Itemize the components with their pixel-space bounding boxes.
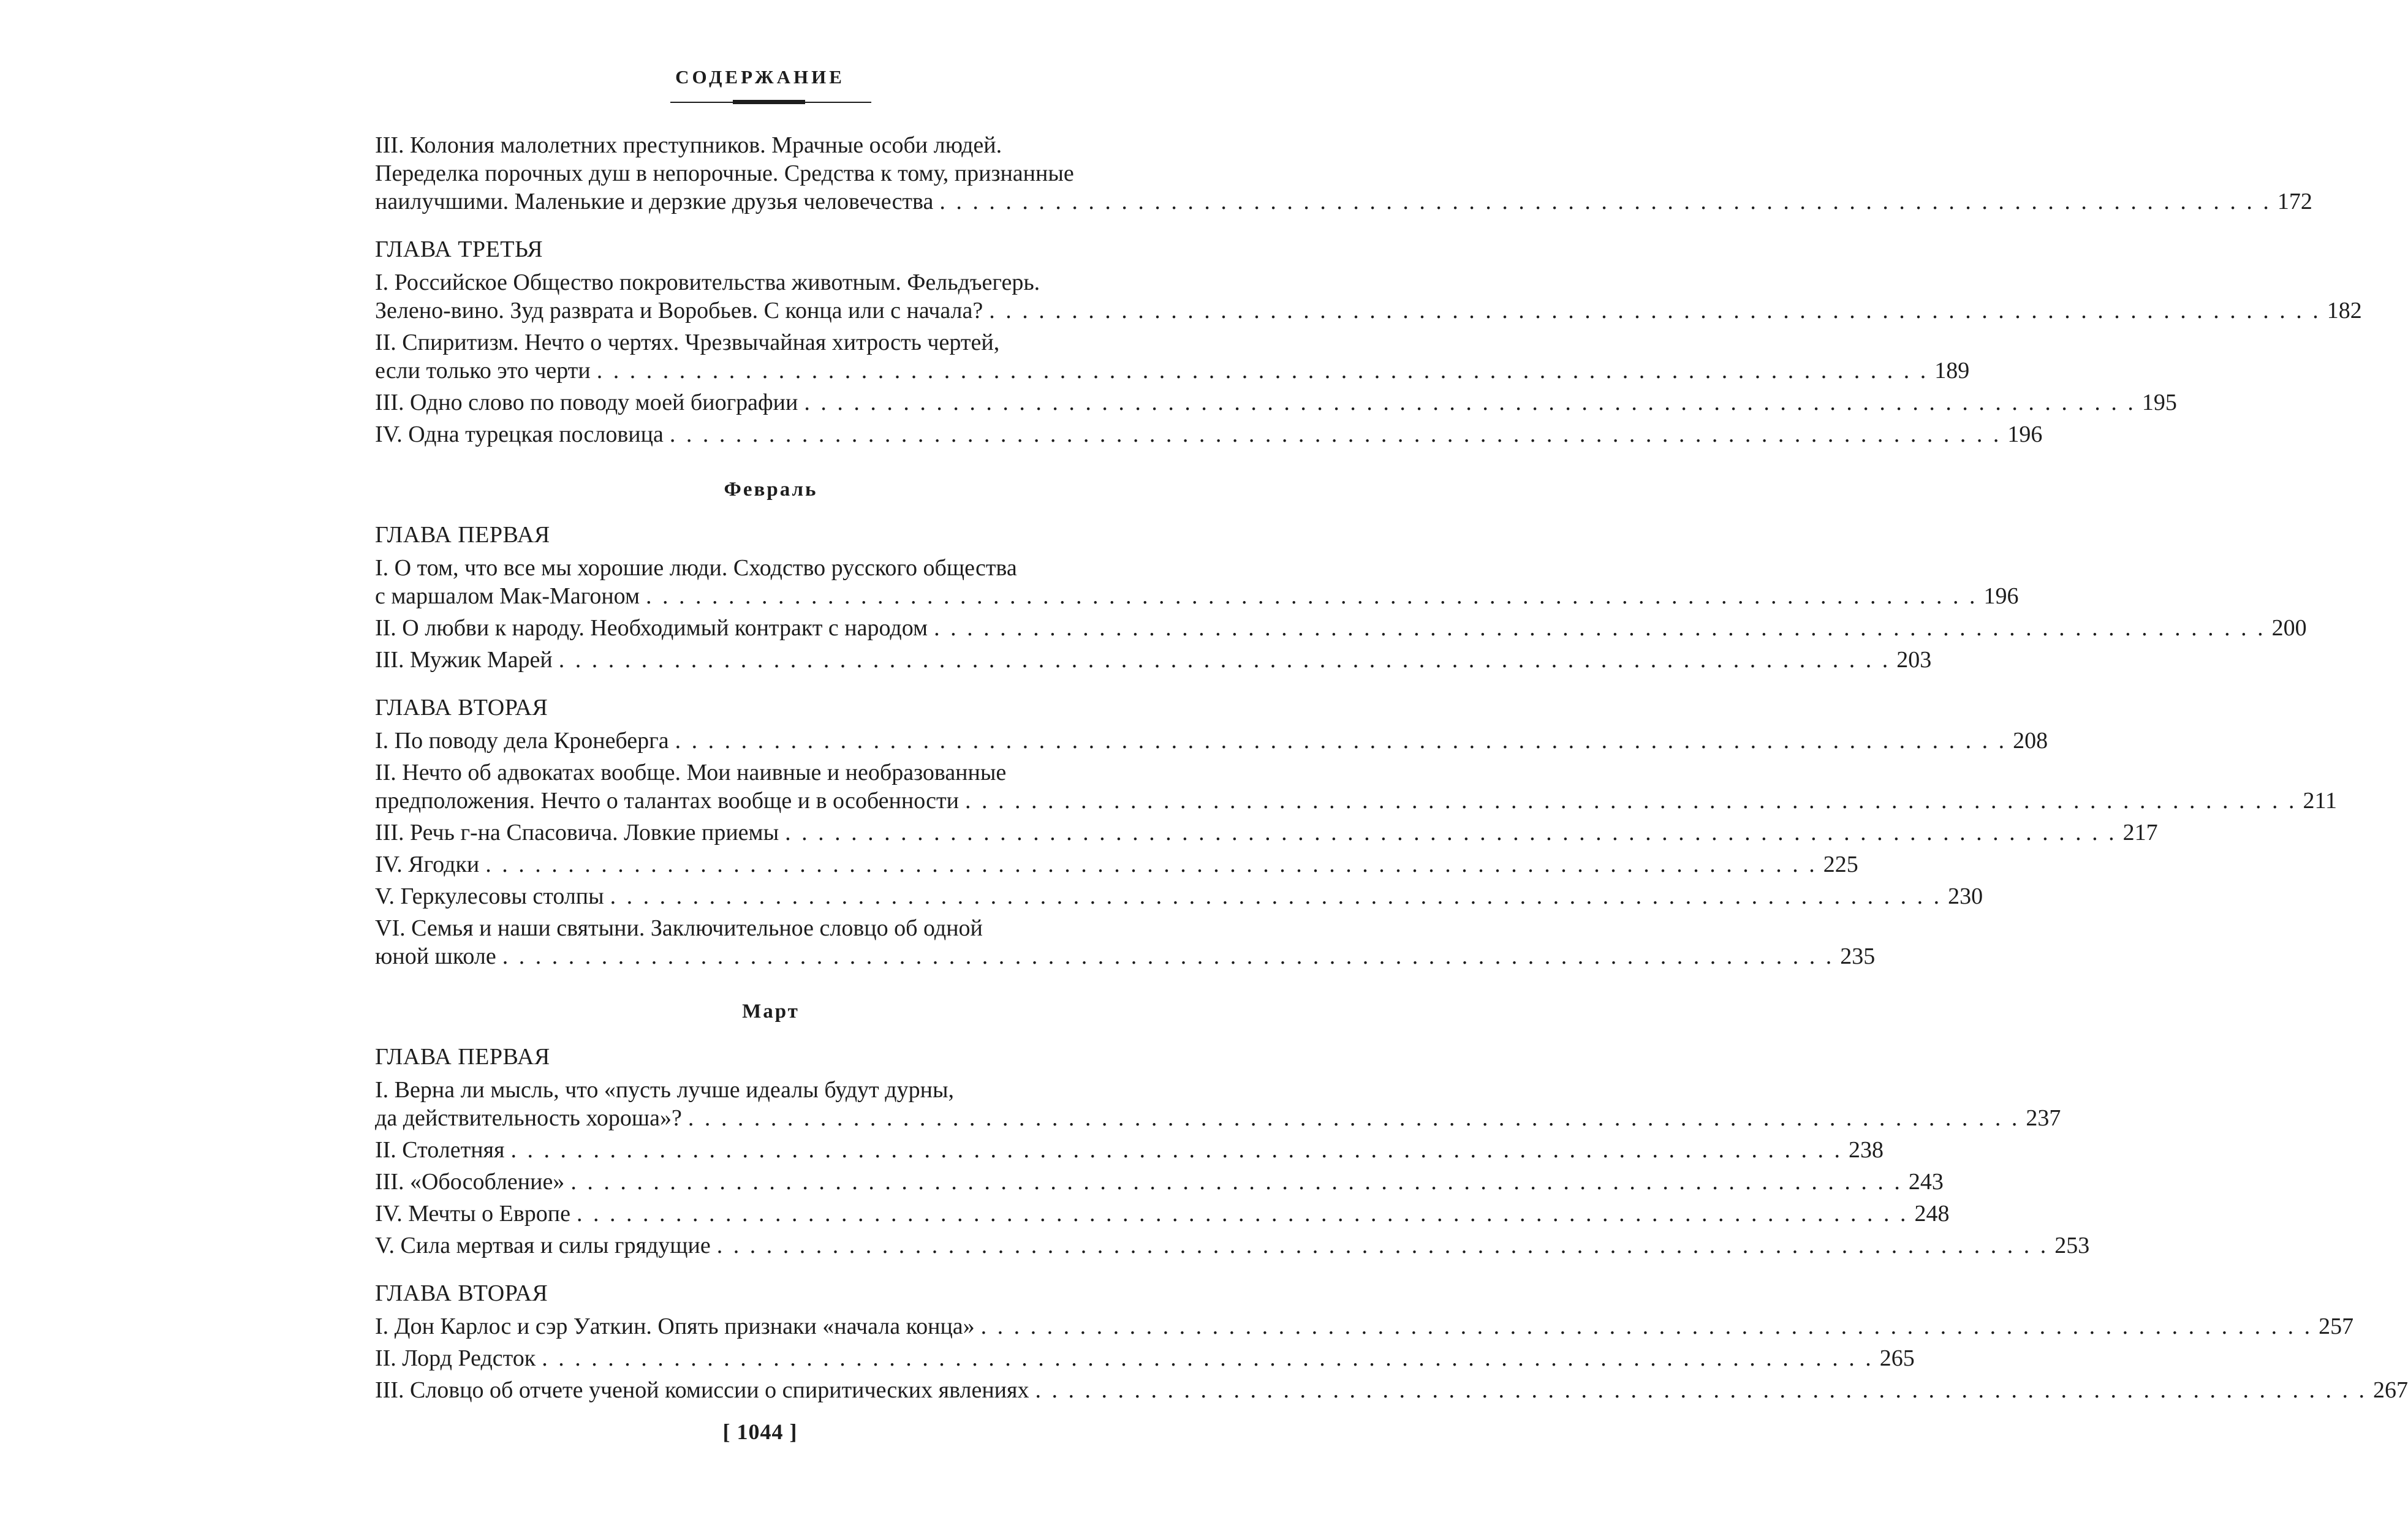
toc-entry-line	[375, 1344, 1915, 1372]
toc-entry-text: юной школе	[375, 943, 496, 969]
toc-entry-line	[375, 614, 2307, 642]
dot-leader: . . . . . . . . . . . . . . . . . . . . . . . . . . . . . . . . . . . . . . . . . . . . . . . . . . . . . . . . . . . . . . . . . . . . . . . . . . . . . . . . .	[687, 1105, 2020, 1131]
toc-entry-text: III. Словцо об отчете ученой комиссии о спиритических явлениях	[375, 1377, 1029, 1403]
toc-entry-text: V. Сила мертвая и силы грядущие	[375, 1233, 711, 1258]
toc-entry-text: I. Дон Карлос и сэр Уаткин. Опять признаки «начала конца»	[375, 1314, 975, 1339]
toc-entry	[375, 131, 2312, 216]
toc-entry-line	[375, 787, 2338, 815]
toc-entry-line	[375, 819, 2158, 847]
toc-entry-line	[375, 1168, 1944, 1196]
toc-entry-line	[375, 1376, 2408, 1404]
chapter-heading: ГЛАВА ВТОРАЯ	[375, 1280, 548, 1306]
toc-page-number: 238	[1849, 1137, 1884, 1163]
toc-entry-text: да действительность хороша»?	[375, 1105, 682, 1131]
toc-entry-line	[375, 159, 1167, 187]
toc-entry-text: IV. Одна турецкая пословица	[375, 422, 664, 447]
toc-entry-text: II. Столетняя	[375, 1137, 505, 1163]
dot-leader: . . . . . . . . . . . . . . . . . . . . . . . . . . . . . . . . . . . . . . . . . . . . . . . . . . . . . . . . . . . . . . . . . . . . . . . . . . . . . . . . .	[964, 788, 2297, 814]
toc-page-number: 200	[2271, 615, 2307, 641]
toc-page-number: 267	[2373, 1377, 2408, 1403]
toc-entry-line	[375, 131, 1167, 159]
toc-entry-line	[375, 1076, 1167, 1104]
toc-entry-line	[375, 1104, 2061, 1132]
toc-entry-line	[375, 582, 2019, 610]
toc-entry-line	[375, 727, 2048, 755]
dot-leader: . . . . . . . . . . . . . . . . . . . . . . . . . . . . . . . . . . . . . . . . . . . . . . . . . . . . . . . . . . . . . . . . . . . . . . . . . . . . . . . . .	[1035, 1377, 2367, 1403]
toc-page-number: 196	[1983, 583, 2019, 609]
toc-entry	[375, 819, 2158, 847]
toc-entry	[375, 646, 1932, 674]
toc-page-number: 217	[2122, 820, 2158, 845]
toc-entry-text: предположения. Нечто о талантах вообще и в особенности	[375, 788, 959, 814]
dot-leader: . . . . . . . . . . . . . . . . . . . . . . . . . . . . . . . . . . . . . . . . . . . . . . . . . . . . . . . . . . . . . . . . . . . . . . . . . . . . . . . . .	[675, 728, 2007, 754]
toc-entry-text: I. О том, что все мы хорошие люди. Сходство русского общества	[375, 555, 1017, 581]
toc-entry-line	[375, 420, 2043, 448]
toc-entry-text: I. Верна ли мысль, что «пусть лучше идеалы будут дурны,	[375, 1077, 954, 1103]
toc-entry-text: VI. Семья и наши святыни. Заключительное словцо об одной	[375, 915, 983, 941]
toc-entry	[375, 1231, 2090, 1260]
dot-leader: . . . . . . . . . . . . . . . . . . . . . . . . . . . . . . . . . . . . . . . . . . . . . . . . . . . . . . . . . . . . . . . . . . . . . . . . . . . . . . . . .	[989, 298, 2321, 323]
toc-entry	[375, 1312, 2354, 1340]
dot-leader: . . . . . . . . . . . . . . . . . . . . . . . . . . . . . . . . . . . . . . . . . . . . . . . . . . . . . . . . . . . . . . . . . . . . . . . . . . . . . . . . .	[542, 1345, 1874, 1371]
chapter-heading: ГЛАВА ТРЕТЬЯ	[375, 236, 543, 262]
toc-page-number: 208	[2013, 728, 2048, 754]
toc-entry-line	[375, 328, 1167, 357]
toc-entry	[375, 268, 2362, 325]
chapter-heading: ГЛАВА ПЕРВАЯ	[375, 1044, 550, 1070]
toc-entry-text: II. Лорд Редсток	[375, 1345, 536, 1371]
dot-leader: . . . . . . . . . . . . . . . . . . . . . . . . . . . . . . . . . . . . . . . . . . . . . . . . . . . . . . . . . . . . . . . . . . . . . . . . . . . . . . . . .	[570, 1169, 1903, 1195]
toc-page-number: 189	[1934, 358, 1970, 384]
chapter-heading: ГЛАВА ПЕРВАЯ	[375, 522, 550, 548]
toc-page-number: 257	[2319, 1314, 2354, 1339]
toc-entry	[375, 1376, 2408, 1404]
toc-entry	[375, 420, 2043, 448]
chapter-heading: ГЛАВА ВТОРАЯ	[375, 695, 548, 720]
dot-leader: . . . . . . . . . . . . . . . . . . . . . . . . . . . . . . . . . . . . . . . . . . . . . . . . . . . . . . . . . . . . . . . . . . . . . . . . . . . . . . . . .	[785, 820, 2117, 845]
toc-entry-text: III. Речь г-на Спасовича. Ловкие приемы	[375, 820, 779, 845]
dot-leader: . . . . . . . . . . . . . . . . . . . . . . . . . . . . . . . . . . . . . . . . . . . . . . . . . . . . . . . . . . . . . . . . . . . . . . . . . . . . . . . . .	[939, 189, 2271, 214]
toc-entry-text: I. Российское Общество покровительства животным. Фельдъегерь.	[375, 270, 1040, 295]
toc-entry-text: если только это черти	[375, 358, 591, 384]
toc-page-number: 225	[1823, 852, 1858, 877]
toc-page-number: 172	[2277, 189, 2312, 214]
toc-page-number: 203	[1896, 647, 1932, 673]
toc-entry-line	[375, 1312, 2354, 1340]
toc-entry-text: V. Геркулесовы столпы	[375, 883, 604, 909]
toc-entry-line	[375, 758, 1167, 787]
month-heading: Февраль	[724, 478, 818, 501]
toc-entry	[375, 328, 1970, 385]
toc-entry	[375, 727, 2048, 755]
toc-page-number: 235	[1840, 943, 1876, 969]
toc-page-number: 265	[1879, 1345, 1915, 1371]
page-number: [ 1044 ]	[722, 1420, 798, 1444]
toc-page-number: 182	[2327, 298, 2362, 323]
dot-leader: . . . . . . . . . . . . . . . . . . . . . . . . . . . . . . . . . . . . . . . . . . . . . . . . . . . . . . . . . . . . . . . . . . . . . . . . . . . . . . . . .	[669, 422, 2002, 447]
toc-entry-text: III. Одно слово по поводу моей биографии	[375, 390, 798, 415]
toc-entry-line	[375, 882, 1983, 910]
toc-entry	[375, 850, 1858, 879]
toc-entry-text: II. Нечто об адвокатах вообще. Мои наивные и необразованные	[375, 760, 1007, 785]
toc-entry-text: III. Колония малолетних преступников. Мрачные особи людей.	[375, 132, 1002, 158]
dot-leader: . . . . . . . . . . . . . . . . . . . . . . . . . . . . . . . . . . . . . . . . . . . . . . . . . . . . . . . . . . . . . . . . . . . . . . . . . . . . . . . . .	[610, 883, 1942, 909]
running-head: СОДЕРЖАНИЕ	[675, 66, 845, 88]
toc-entry	[375, 1344, 1915, 1372]
toc-entry	[375, 758, 2338, 815]
toc-page-number: 211	[2303, 788, 2338, 814]
toc-entry-text: Переделка порочных душ в непорочные. Средства к тому, признанные	[375, 161, 1074, 186]
toc-page-number: 230	[1948, 883, 1983, 909]
toc-entry-line	[375, 942, 1876, 970]
toc-entry-text: II. О любви к народу. Необходимый контракт с народом	[375, 615, 928, 641]
toc-page-number: 196	[2007, 422, 2043, 447]
toc-entry-text: с маршалом Мак-Магоном	[375, 583, 640, 609]
toc-entry	[375, 1076, 2061, 1132]
dot-leader: . . . . . . . . . . . . . . . . . . . . . . . . . . . . . . . . . . . . . . . . . . . . . . . . . . . . . . . . . . . . . . . . . . . . . . . . . . . . . . . . .	[510, 1137, 1842, 1163]
toc-entry-text: IV. Ягодки	[375, 852, 480, 877]
toc-page-number: 195	[2141, 390, 2177, 415]
toc-entry-text: Зелено-вино. Зуд разврата и Воробьев. С конца или с начала?	[375, 298, 983, 323]
toc-entry-line	[375, 388, 2177, 417]
toc-entry-text: IV. Мечты о Европе	[375, 1201, 571, 1227]
toc-entry-line	[375, 1231, 2090, 1260]
toc-entry-line	[375, 297, 2362, 325]
table-of-contents	[375, 127, 2408, 1404]
toc-entry-text: наилучшими. Маленькие и дерзкие друзья человечества	[375, 189, 934, 214]
toc-entry-text: III. Мужик Марей	[375, 647, 553, 673]
dot-leader: . . . . . . . . . . . . . . . . . . . . . . . . . . . . . . . . . . . . . . . . . . . . . . . . . . . . . . . . . . . . . . . . . . . . . . . . . . . . . . . . .	[804, 390, 2136, 415]
toc-entry	[375, 554, 2019, 610]
toc-entry-text: III. «Обособление»	[375, 1169, 565, 1195]
toc-entry-line	[375, 268, 1167, 297]
toc-entry-line	[375, 554, 1167, 582]
toc-page-number: 237	[2026, 1105, 2061, 1131]
dot-leader: . . . . . . . . . . . . . . . . . . . . . . . . . . . . . . . . . . . . . . . . . . . . . . . . . . . . . . . . . . . . . . . . . . . . . . . . . . . . . . . . .	[577, 1201, 1909, 1227]
toc-entry-line	[375, 1200, 1950, 1228]
dot-leader: . . . . . . . . . . . . . . . . . . . . . . . . . . . . . . . . . . . . . . . . . . . . . . . . . . . . . . . . . . . . . . . . . . . . . . . . . . . . . . . . .	[716, 1233, 2049, 1258]
toc-page-number: 253	[2054, 1233, 2090, 1258]
dot-leader: . . . . . . . . . . . . . . . . . . . . . . . . . . . . . . . . . . . . . . . . . . . . . . . . . . . . . . . . . . . . . . . . . . . . . . . . . . . . . . . . .	[485, 852, 1817, 877]
toc-entry	[375, 614, 2307, 642]
toc-page-number: 248	[1914, 1201, 1950, 1227]
toc-entry-line	[375, 357, 1970, 385]
dot-leader: . . . . . . . . . . . . . . . . . . . . . . . . . . . . . . . . . . . . . . . . . . . . . . . . . . . . . . . . . . . . . . . . . . . . . . . . . . . . . . . . .	[502, 943, 1834, 969]
dot-leader: . . . . . . . . . . . . . . . . . . . . . . . . . . . . . . . . . . . . . . . . . . . . . . . . . . . . . . . . . . . . . . . . . . . . . . . . . . . . . . . . .	[558, 647, 1891, 673]
toc-entry-line	[375, 914, 1167, 942]
dot-leader: . . . . . . . . . . . . . . . . . . . . . . . . . . . . . . . . . . . . . . . . . . . . . . . . . . . . . . . . . . . . . . . . . . . . . . . . . . . . . . . . .	[934, 615, 2266, 641]
toc-entry-text: II. Спиритизм. Нечто о чертях. Чрезвычайная хитрость чертей,	[375, 330, 1000, 355]
toc-entry-line	[375, 850, 1858, 879]
header-rule-accent	[733, 100, 805, 104]
month-heading: Март	[742, 1000, 800, 1023]
toc-entry-text: I. По поводу дела Кронеберга	[375, 728, 669, 754]
dot-leader: . . . . . . . . . . . . . . . . . . . . . . . . . . . . . . . . . . . . . . . . . . . . . . . . . . . . . . . . . . . . . . . . . . . . . . . . . . . . . . . . .	[646, 583, 1978, 609]
toc-entry	[375, 1200, 1950, 1228]
toc-entry-line	[375, 187, 2312, 216]
toc-entry	[375, 1168, 1944, 1196]
toc-entry-line	[375, 646, 1932, 674]
toc-entry	[375, 882, 1983, 910]
dot-leader: . . . . . . . . . . . . . . . . . . . . . . . . . . . . . . . . . . . . . . . . . . . . . . . . . . . . . . . . . . . . . . . . . . . . . . . . . . . . . . . . .	[980, 1314, 2313, 1339]
toc-entry	[375, 1136, 1884, 1164]
toc-page-number: 243	[1908, 1169, 1944, 1195]
toc-entry	[375, 388, 2177, 417]
toc-entry-line	[375, 1136, 1884, 1164]
toc-entry	[375, 914, 1876, 970]
dot-leader: . . . . . . . . . . . . . . . . . . . . . . . . . . . . . . . . . . . . . . . . . . . . . . . . . . . . . . . . . . . . . . . . . . . . . . . . . . . . . . . . .	[596, 358, 1929, 384]
